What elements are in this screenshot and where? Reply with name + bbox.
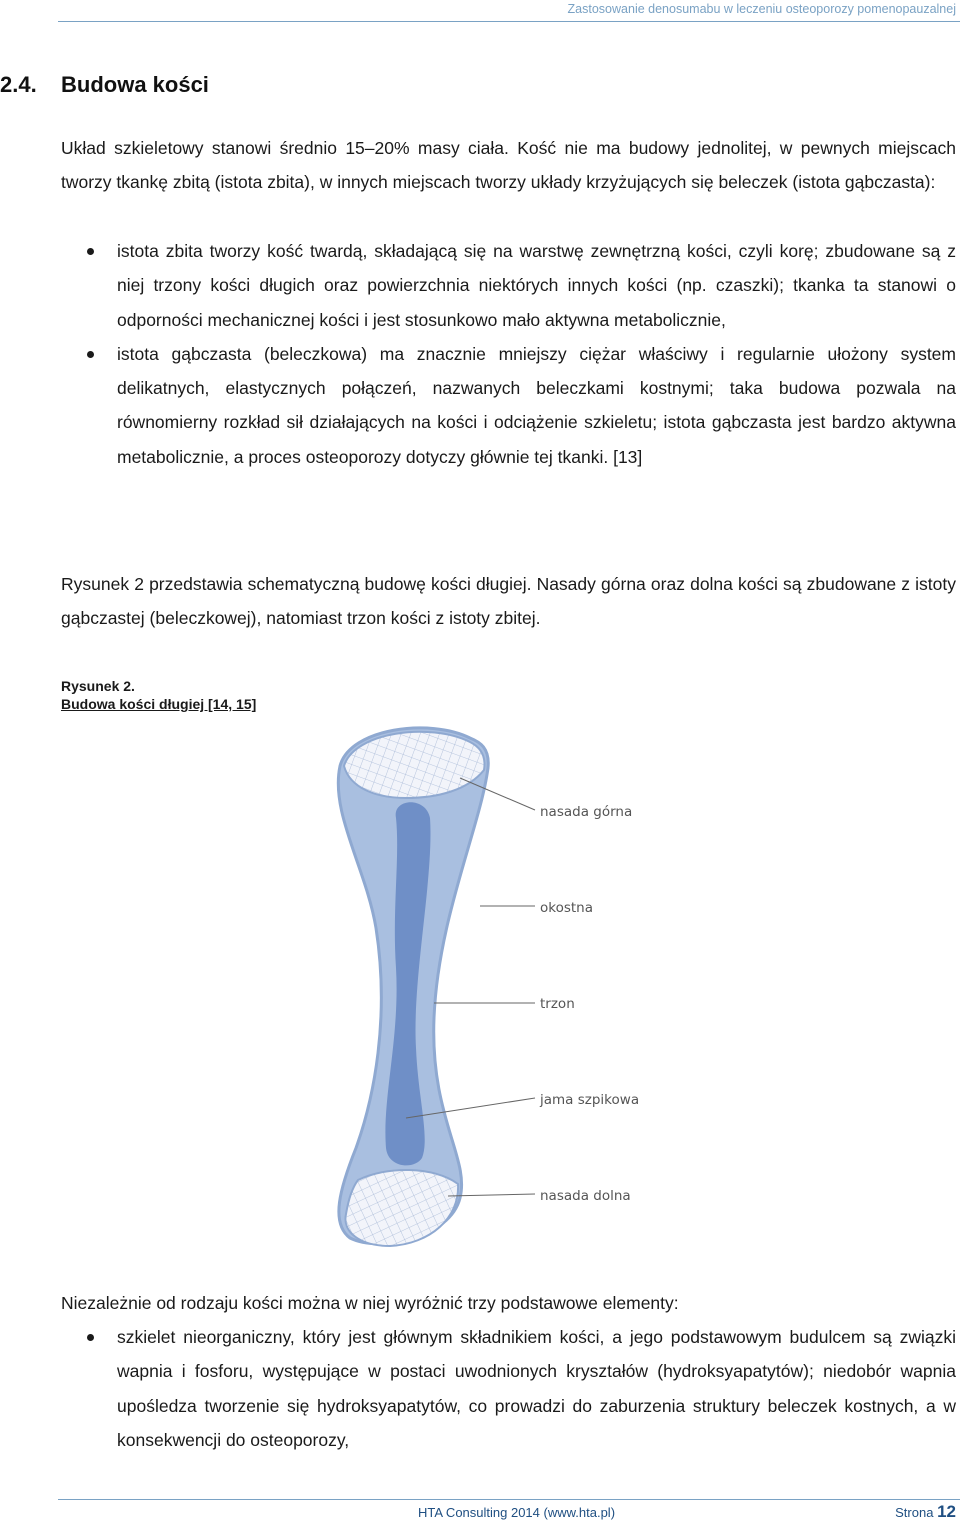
label-periosteum: okostna	[540, 900, 594, 916]
elements-bullet-list	[61, 1320, 956, 1457]
label-shaft: trzon	[540, 996, 575, 1012]
page-number-block	[895, 1502, 956, 1522]
tissue-bullet-list	[61, 234, 956, 474]
intro-paragraph: Układ szkieletowy stanowi średnio 15–20% masy ciała. Kość nie ma budowy jednolitej, w pewnych miejscach tworzy tkankę zbitą (istota zbita), w innych miejscach tworzy układy krzyżujących się beleczek (istota gąbczasta):	[61, 138, 956, 193]
section-number: 2.4.	[0, 72, 37, 97]
list-item-text: istota gąbczasta (beleczkowa) ma znacznie mniejszy ciężar właściwy i regularnie ułożony system delikatnych, elastycznych połączeń, nazwanych beleczkami kostnymi; taka budowa pozwala na równomierny rozkład sił działających na kości i odciążenie szkieletu; istota gąbczasta jest bardzo aktywna metabolicznie, a proces osteoporozy dotyczy głównie tej tkanki. [13]	[117, 343, 956, 467]
header-divider	[58, 21, 960, 22]
bullet-icon	[87, 351, 94, 358]
footer-company: HTA Consulting 2014 (www.hta.pl)	[418, 1505, 616, 1520]
list-item	[61, 234, 956, 337]
footer-divider	[58, 1499, 960, 1500]
list-item-text: istota zbita tworzy kość twardą, składającą się na warstwę zewnętrzną kości, czyli korę; zbudowane są z niej trzony kości długich oraz powierzchnia niektórych innych kości (np. czaszki); tkanka ta stanowi o odporności mechanicznej kości i jest stosunkowo mało aktywna metabolicznie,	[117, 241, 956, 330]
running-header: Zastosowanie denosumabu w leczeniu osteoporozy pomenopauzalnej	[567, 2, 956, 16]
label-upper-epiphysis: nasada górna	[540, 804, 633, 820]
long-bone-diagram	[330, 718, 650, 1258]
elements-paragraph: Niezależnie od rodzaju kości można w niej wyróżnić trzy podstawowe elementy:	[61, 1293, 679, 1313]
figure-intro-paragraph: Rysunek 2 przedstawia schematyczną budowę kości długiej. Nasady górna oraz dolna kości są zbudowane z istoty gąbczastej (beleczkowej), natomiast trzon kości z istoty zbitej.	[61, 574, 956, 629]
section-title: Budowa kości	[61, 72, 209, 97]
list-item	[61, 337, 956, 474]
label-marrow-cavity: jama szpikowa	[540, 1092, 640, 1108]
list-item-text: szkielet nieorganiczny, który jest głównym składnikiem kości, a jego podstawowym budulcem są związki wapnia i fosforu, występujące w postaci uwodnionych kryształów (hydroksyapatytów); niedobór wapnia upośledza tworzenie się hydroksyapatytów, co prowadzi do zaburzenia struktury beleczek kostnych, a w konsekwencji do osteoporozy,	[117, 1327, 956, 1450]
bullet-icon	[87, 248, 94, 255]
figure-title: Budowa kości długiej [14, 15]	[61, 696, 257, 712]
figure-label: Rysunek 2.	[61, 678, 135, 694]
page-number: 12	[937, 1502, 956, 1521]
section-heading	[0, 72, 209, 98]
figure-caption	[61, 677, 256, 713]
bone-svg	[330, 718, 650, 1258]
list-item	[61, 1320, 956, 1457]
label-lower-epiphysis: nasada dolna	[540, 1188, 631, 1204]
bullet-icon	[87, 1334, 94, 1341]
lower-epiphysis	[345, 1170, 458, 1246]
page-label: Strona	[895, 1505, 934, 1520]
